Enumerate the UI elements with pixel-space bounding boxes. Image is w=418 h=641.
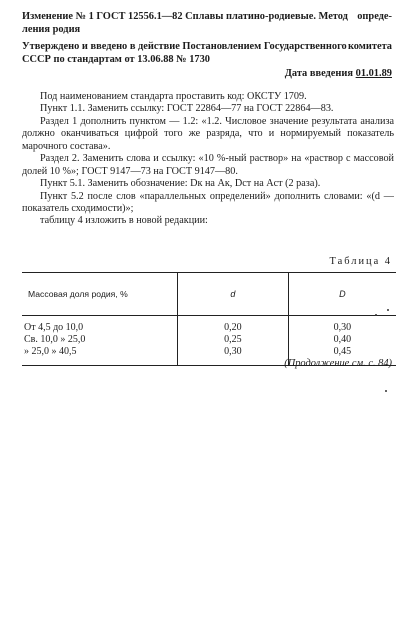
approval-line2: СССР по стандартам от 13.06.88 № 1730 — [22, 54, 211, 65]
amendment-title: Изменение № 1 ГОСТ 12556.1—82 Сплавы платино-родиевые. Метод — [22, 11, 348, 22]
approval-line1: Утверждено и введено в действие Постановлением Государственного — [22, 41, 347, 52]
effective-date — [285, 68, 392, 81]
paragraph: Пункт 5.1. Заменить обозначение: Dк на Aк, Dст на Aст (2 раза). — [40, 178, 321, 190]
column-header: d — [178, 273, 289, 316]
scan-speck — [375, 314, 377, 316]
approval-line1-end: комитета — [347, 41, 392, 52]
scan-speck — [385, 390, 387, 392]
table-cell: 0,45 — [288, 346, 396, 365]
table-header-row — [22, 273, 396, 316]
table-row — [22, 334, 396, 346]
paragraph: Пункт 1.1. Заменить ссылку: ГОСТ 22864—77 на ГОСТ 22864—83. — [40, 103, 334, 115]
column-header: D — [288, 273, 396, 316]
paragraph: Пункт 5.2 после слов «параллельных определений» дополнить словами: «(d — показатель сходимости)»; — [22, 190, 394, 214]
table-caption: Таблица 4 — [329, 256, 392, 267]
table-row — [22, 316, 396, 335]
effective-date-label: Дата введения — [284, 68, 354, 79]
amendment-title-line2: ления родия — [22, 24, 81, 35]
amendment-header — [22, 10, 392, 36]
data-table — [22, 272, 396, 366]
table-cell: » 25,0 » 40,5 — [22, 346, 178, 365]
approval-statement — [22, 40, 392, 66]
table-cell: 0,25 — [178, 334, 289, 346]
amendment-title-end: опреде- — [357, 11, 392, 22]
scan-speck — [387, 309, 389, 311]
amendment-body — [22, 91, 394, 228]
table-cell: Св. 10,0 » 25,0 — [22, 334, 178, 346]
continuation-note: (Продолжение см. с. 84) — [284, 358, 392, 369]
table-cell: 0,30 — [178, 346, 289, 365]
effective-date-value: 01.01.89 — [355, 68, 392, 79]
paragraph: Раздел 1 дополнить пунктом — 1.2: «1.2. Числовое значение результата анализа должно оканчиваться цифрой того же разряда, что и нормируемый показатель марочного состава». — [22, 115, 394, 152]
table-cell: 0,40 — [333, 334, 352, 346]
table-cell: 0,30 — [333, 322, 352, 333]
table-cell: 0,20 — [178, 316, 289, 335]
paragraph: Под наименованием стандарта проставить код: ОКСТУ 1709. — [40, 91, 307, 102]
paragraph: Раздел 2. Заменить слова и ссылку: «10 %-ный раствор» на «раствор с массовой долей 10 %»; ГОСТ 9147—73 на ГОСТ 9147—80. — [22, 153, 394, 177]
table-cell: От 4,5 до 10,0 — [22, 316, 178, 335]
paragraph: таблицу 4 изложить в новой редакции: — [40, 215, 208, 227]
column-header: Массовая доля родия, % — [22, 273, 178, 316]
